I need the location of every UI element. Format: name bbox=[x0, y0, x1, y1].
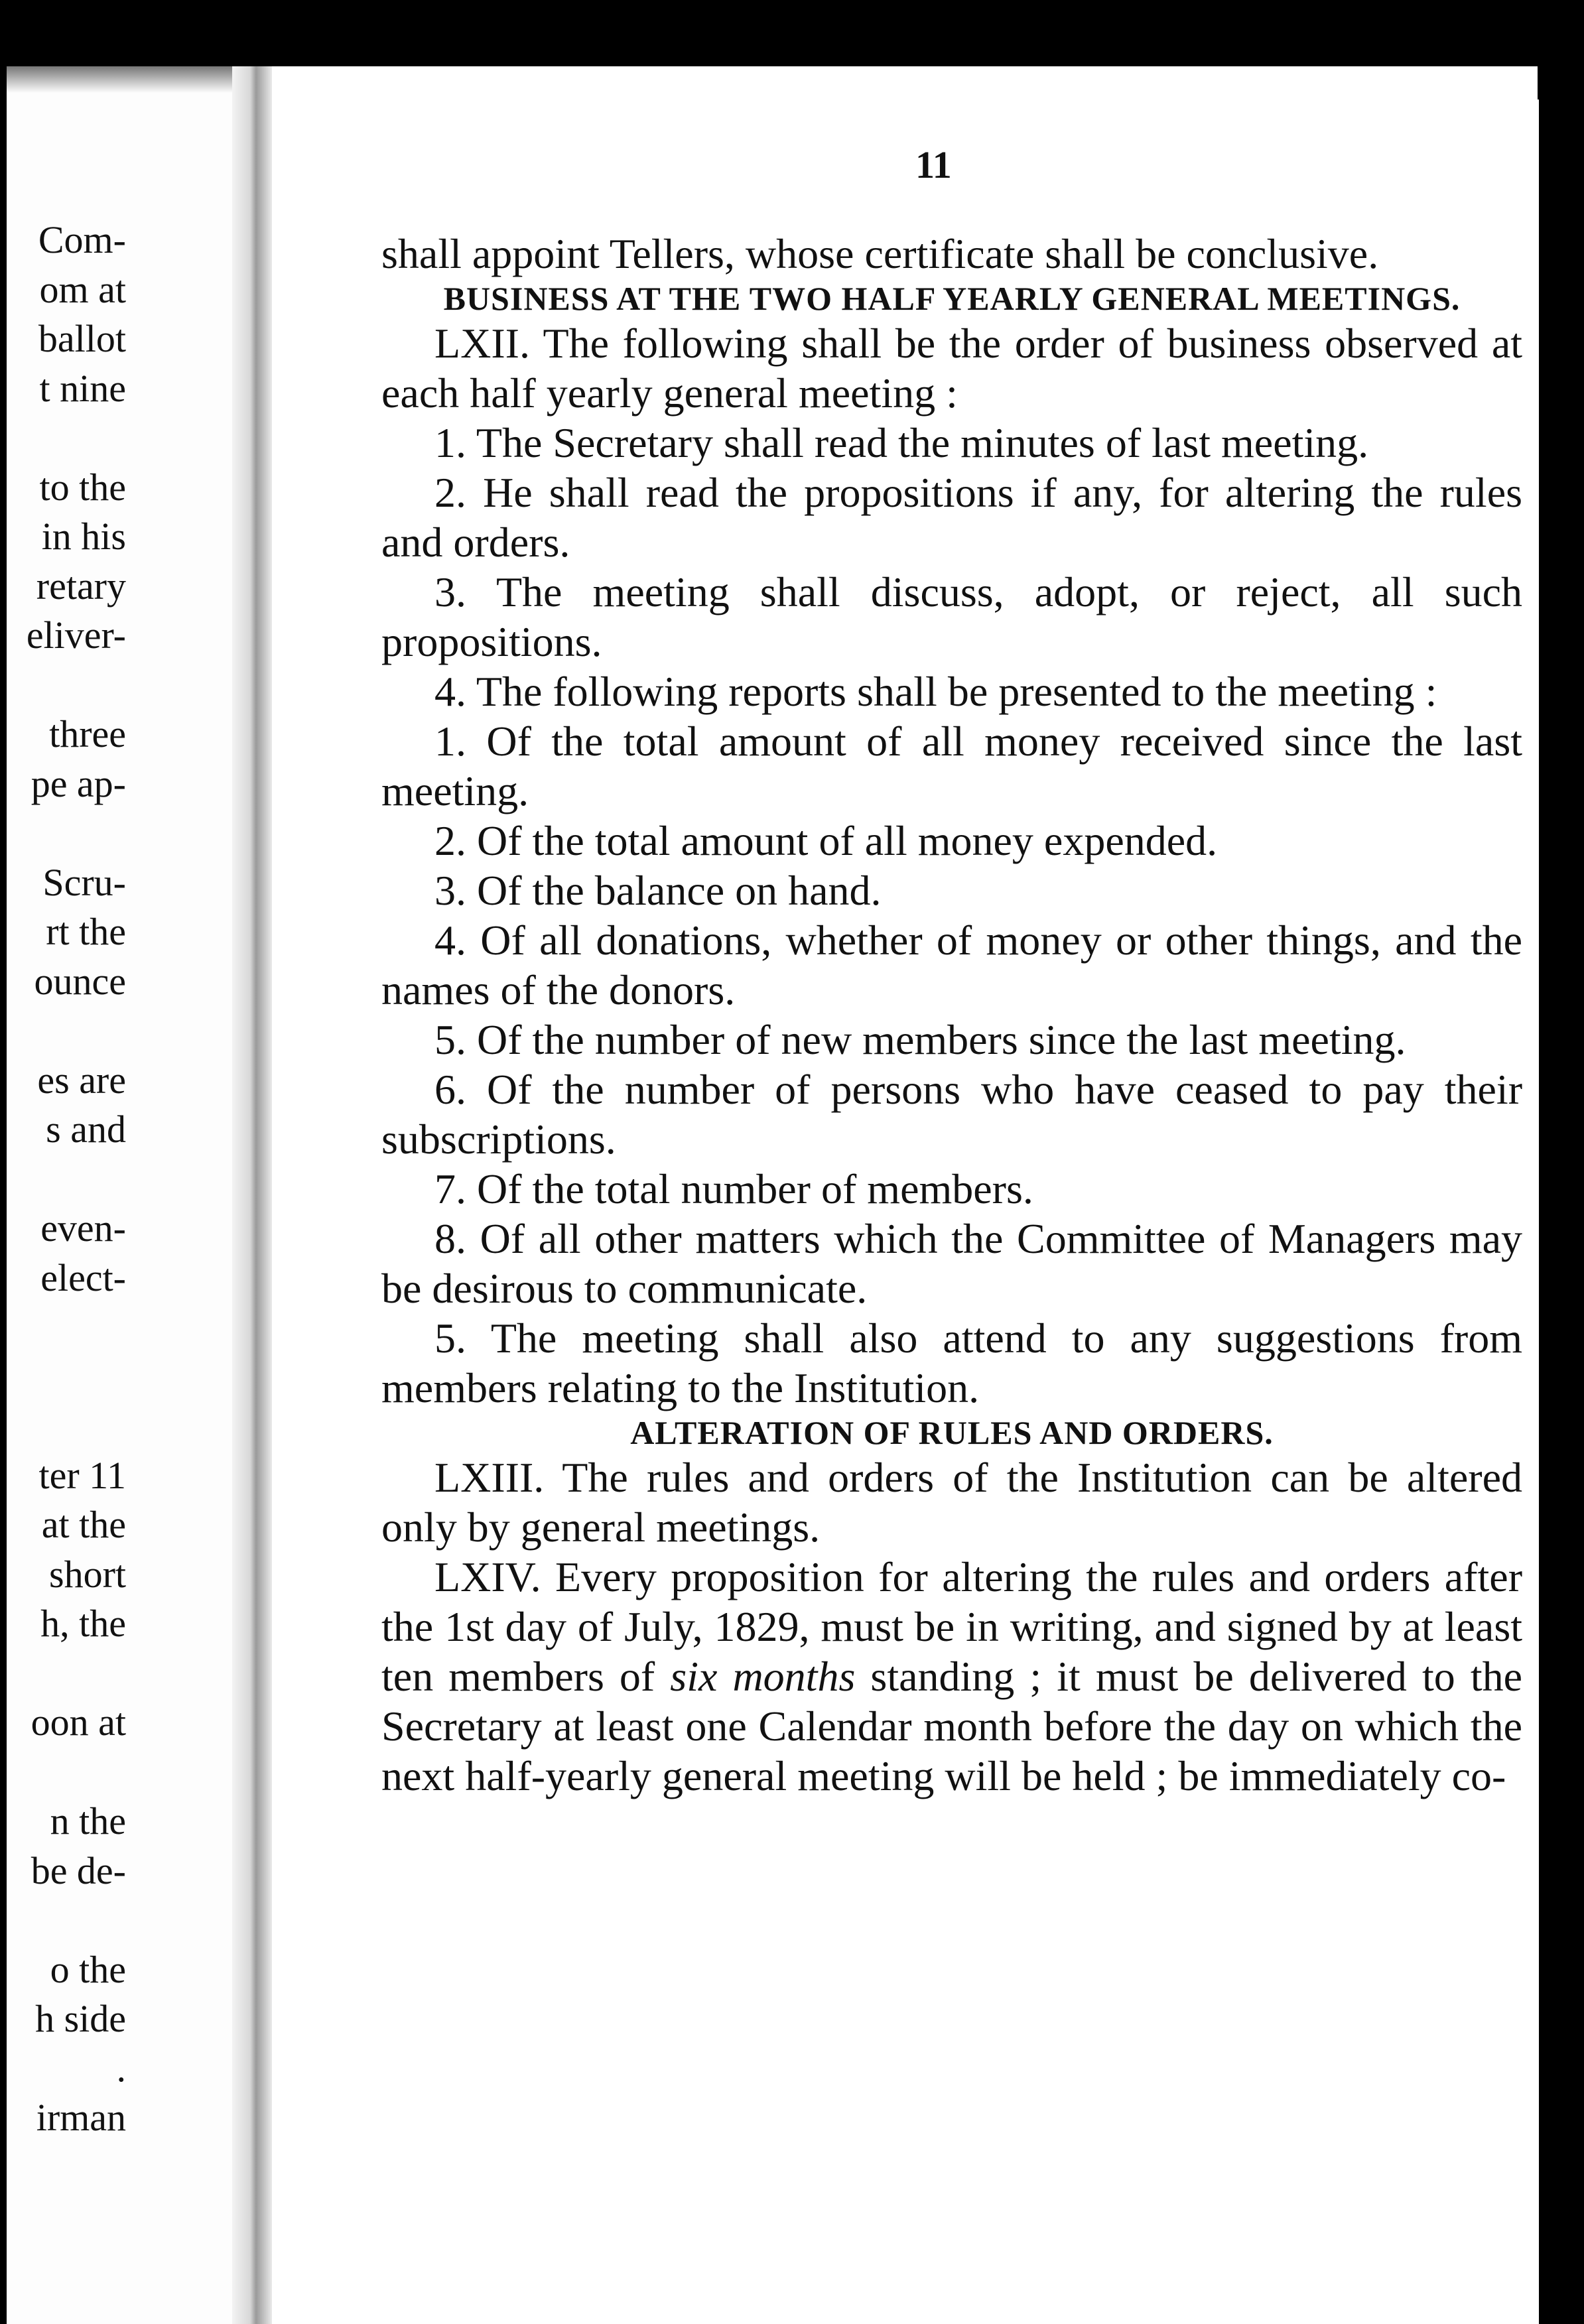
report-item-5: 5. Of the number of new members since the last meeting. bbox=[434, 1016, 1406, 1063]
facing-page-line: irman bbox=[36, 2096, 126, 2139]
facing-page-line: even- bbox=[40, 1206, 126, 1250]
article-lxii: LXII. The following shall be the order of business observed at each half yearly general meeting : bbox=[381, 320, 1522, 417]
facing-page-line: h, the bbox=[40, 1602, 126, 1645]
page-number: 11 bbox=[915, 143, 952, 186]
article-lxiii: LXIII. The rules and orders of the Institution can be altered only by general meetings. bbox=[381, 1454, 1522, 1551]
facing-page-line: Com- bbox=[38, 218, 126, 261]
facing-page-line: s and bbox=[46, 1108, 126, 1151]
facing-page-line: eliver- bbox=[26, 613, 126, 657]
facing-page-line: three bbox=[49, 712, 126, 755]
section-heading-business: BUSINESS AT THE TWO HALF YEARLY GENERAL MEETINGS. bbox=[443, 280, 1461, 317]
order-item-1: 1. The Secretary shall read the minutes of last meeting. bbox=[434, 419, 1369, 466]
facing-page-line: om at bbox=[39, 267, 126, 311]
report-item-2: 2. Of the total amount of all money expended. bbox=[434, 817, 1218, 864]
facing-page-line: retary bbox=[36, 564, 126, 608]
order-item-5: 5. The meeting shall also attend to any suggestions from members relating to the Institution. bbox=[381, 1315, 1522, 1411]
facing-page-line: pe ap- bbox=[31, 761, 126, 805]
book-gutter bbox=[232, 66, 272, 2324]
article-lxiv-text-start: LXIV. Every proposition for altering the rules and orders after the 1st day of July, 1829, must be in writing, and signed by at least ten members of bbox=[381, 1553, 1522, 1700]
article-lxiv-italic: six months bbox=[670, 1653, 856, 1700]
facing-page-line: elect- bbox=[40, 1256, 126, 1299]
report-item-4: 4. Of all donations, whether of money or other things, and the names of the donors. bbox=[381, 917, 1522, 1013]
order-item-4: 4. The following reports shall be presented to the meeting : bbox=[434, 668, 1437, 715]
order-item-3: 3. The meeting shall discuss, adopt, or reject, all such propositions. bbox=[381, 568, 1522, 665]
section-heading-alteration: ALTERATION OF RULES AND ORDERS. bbox=[630, 1414, 1274, 1451]
facing-page-line: ounce bbox=[34, 959, 126, 1003]
facing-page-line: at the bbox=[41, 1503, 126, 1546]
article-lxiv bbox=[381, 1552, 1522, 1801]
facing-page-line: ballot bbox=[38, 317, 126, 360]
facing-page-line: . bbox=[116, 2046, 126, 2090]
facing-page-line: Scru- bbox=[42, 860, 126, 904]
opening-paragraph: shall appoint Tellers, whose certificate shall be conclusive. bbox=[381, 230, 1379, 277]
facing-page-line: in his bbox=[41, 515, 126, 558]
scan-top-edge bbox=[0, 0, 1584, 66]
facing-page-line: short bbox=[49, 1552, 126, 1596]
page-body bbox=[381, 229, 1522, 1801]
report-item-7: 7. Of the total number of members. bbox=[434, 1165, 1033, 1212]
scan-right-edge bbox=[1538, 0, 1584, 2324]
article-lxiv-text-end: standing ; it must be delivered to the Secretary at least one Calendar month before the day on which the next half-yearly general meeting will be held ; be immediately co- bbox=[381, 1653, 1522, 1799]
facing-page-line: ter 11 bbox=[38, 1453, 126, 1497]
facing-page-line: be de- bbox=[31, 1848, 126, 1892]
facing-page-line: t nine bbox=[39, 366, 126, 410]
facing-page-line: es are bbox=[37, 1058, 126, 1102]
order-item-2: 2. He shall read the propositions if any, for altering the rules and orders. bbox=[381, 469, 1522, 566]
facing-page-line: n the bbox=[50, 1799, 126, 1842]
facing-page-shadow bbox=[7, 66, 232, 93]
report-item-6: 6. Of the number of persons who have ceased to pay their subscriptions. bbox=[381, 1066, 1522, 1163]
facing-page-line: h side bbox=[35, 1997, 126, 2040]
report-item-3: 3. Of the balance on hand. bbox=[434, 867, 882, 914]
facing-page-line: oon at bbox=[31, 1701, 126, 1744]
report-item-8: 8. Of all other matters which the Committee of Managers may be desirous to communicate. bbox=[381, 1215, 1522, 1312]
facing-page-line: o the bbox=[50, 1947, 126, 1991]
facing-page-line: to the bbox=[39, 465, 126, 509]
facing-page-line: rt the bbox=[46, 910, 126, 953]
report-item-1: 1. Of the total amount of all money received since the last meeting. bbox=[381, 718, 1522, 814]
